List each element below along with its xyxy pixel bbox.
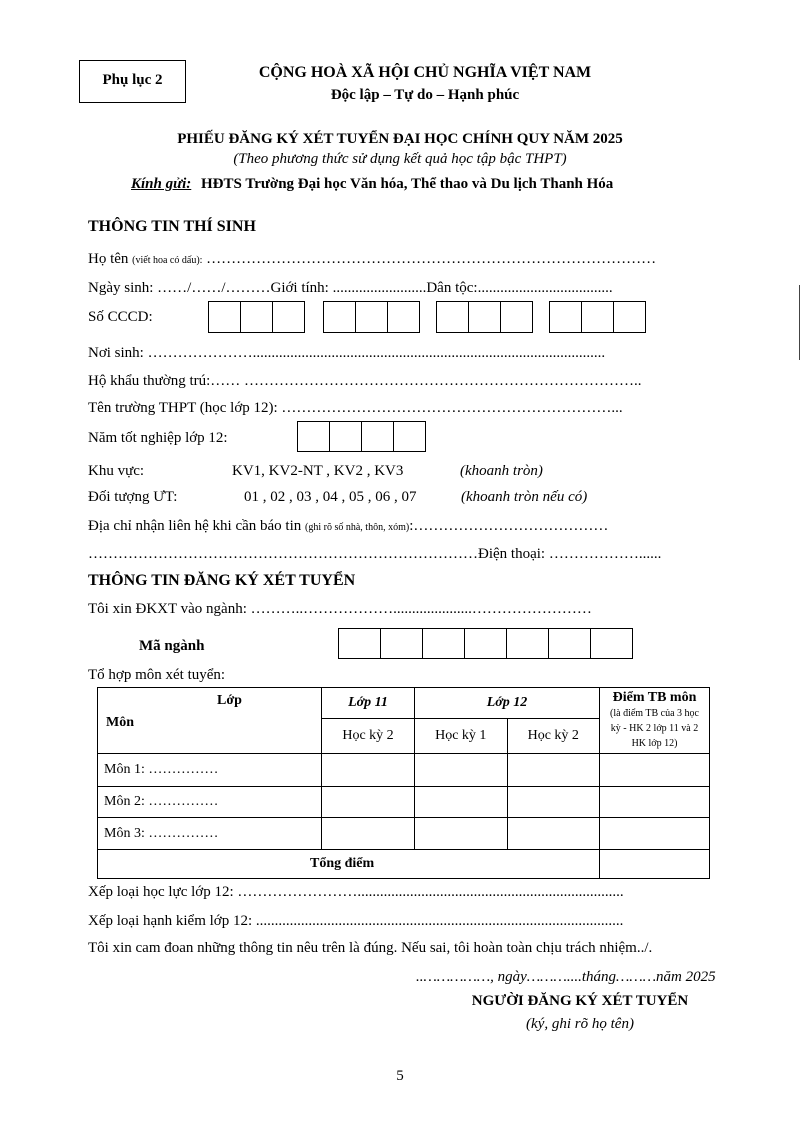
- priority-label: Đối tượng ƯT:: [88, 489, 178, 505]
- grad-year-label: Năm tốt nghiệp lớp 12:: [88, 430, 228, 446]
- table-row: [98, 818, 710, 850]
- recipient-name: HĐTS Trường Đại học Văn hóa, Thể thao và Du lịch Thanh Hóa: [201, 176, 614, 192]
- residence-field[interactable]: Hộ khẩu thường trú:…… ……………………………………………………………………..: [88, 373, 642, 389]
- year-digit-box[interactable]: [393, 421, 426, 452]
- avg-note: (là điểm TB của 3 học kỳ - HK 2 lớp 11 và 2 HK lớp 12): [610, 708, 699, 749]
- signer-title: NGƯỜI ĐĂNG KÝ XÉT TUYỂN: [471, 993, 689, 1009]
- score-cell[interactable]: [322, 754, 415, 787]
- table-row: [98, 754, 710, 787]
- name-dots: ………………………………………………………………………………: [206, 251, 657, 267]
- major-field[interactable]: Tôi xin ĐKXT vào ngành: ………..……………….....................……………………: [88, 601, 592, 617]
- score-cell[interactable]: [322, 787, 415, 818]
- avg-title: Điểm TB môn: [612, 690, 697, 705]
- id-digit-box[interactable]: [272, 301, 305, 333]
- grade12-sem2-header: Học kỳ 2: [507, 718, 600, 753]
- major-code-box[interactable]: [380, 628, 423, 659]
- id-digit-box[interactable]: [355, 301, 388, 333]
- name-hint: (viết hoa có dấu):: [132, 255, 203, 266]
- major-code-label: Mã ngành: [139, 638, 205, 654]
- grad-year-boxes[interactable]: [297, 421, 426, 452]
- recipient-label: Kính gửi:: [131, 176, 192, 192]
- score-cell[interactable]: [415, 818, 508, 850]
- region-note: (khoanh tròn): [460, 463, 543, 479]
- table-row: [98, 850, 710, 879]
- score-cell[interactable]: [415, 754, 508, 787]
- id-label: Số CCCD:: [88, 309, 153, 325]
- id-number-boxes[interactable]: [436, 301, 533, 333]
- total-cell: [98, 850, 600, 879]
- total-label: Tổng điểm: [310, 856, 375, 871]
- name-label: Họ tên: [88, 251, 129, 267]
- contact-address-field[interactable]: [88, 518, 608, 535]
- grade12-sem1-header: Học kỳ 1: [415, 718, 508, 753]
- country-name: CỘNG HOÀ XÃ HỘI CHỦ NGHĨA VIỆT NAM: [258, 64, 592, 81]
- id-digit-box[interactable]: [468, 301, 501, 333]
- subject-2-cell[interactable]: Môn 2: ……………: [98, 787, 322, 818]
- id-digit-box[interactable]: [387, 301, 420, 333]
- major-code-box[interactable]: [590, 628, 633, 659]
- id-number-boxes[interactable]: [549, 301, 646, 333]
- id-digit-box[interactable]: [613, 301, 646, 333]
- school-field[interactable]: Tên trường THPT (học lớp 12): …………………………………………………………...: [88, 400, 623, 416]
- avg-header: [600, 688, 710, 754]
- id-digit-box[interactable]: [549, 301, 582, 333]
- candidate-section-title: THÔNG TIN THÍ SINH: [88, 218, 256, 235]
- year-digit-box[interactable]: [361, 421, 394, 452]
- major-code-box[interactable]: [506, 628, 549, 659]
- signer-note: (ký, ghi rõ họ tên): [526, 1016, 634, 1032]
- id-digit-box[interactable]: [240, 301, 273, 333]
- national-motto: Độc lập – Tự do – Hạnh phúc: [330, 87, 520, 103]
- score-cell[interactable]: [322, 818, 415, 850]
- address-label: Địa chỉ nhận liên hệ khi cần báo tin: [88, 518, 302, 534]
- page-number: 5: [396, 1068, 404, 1084]
- address-hint: (ghi rõ số nhà, thôn, xóm): [305, 522, 410, 533]
- grade12-header: Lớp 12: [415, 688, 600, 719]
- form-title: PHIẾU ĐĂNG KÝ XÉT TUYỂN ĐẠI HỌC CHÍNH QUY NĂM 2025: [177, 131, 623, 147]
- grade11-header: Lớp 11: [322, 688, 415, 719]
- mon-header: Môn: [106, 715, 134, 730]
- address-phone-field[interactable]: ……………………………………………………………………Điện thoại: ………………......: [88, 546, 662, 562]
- year-digit-box[interactable]: [297, 421, 330, 452]
- lop-mon-header: [98, 688, 322, 754]
- id-digit-box[interactable]: [581, 301, 614, 333]
- table-row: [98, 787, 710, 818]
- id-digit-box[interactable]: [323, 301, 356, 333]
- score-cell[interactable]: [507, 754, 600, 787]
- registration-section-title: THÔNG TIN ĐĂNG KÝ XÉT TUYỂN: [88, 572, 356, 589]
- form-subtitle: (Theo phương thức sử dụng kết quả học tập bậc THPT): [233, 151, 567, 167]
- total-score-cell[interactable]: [600, 850, 710, 879]
- appendix-label: Phụ lục 2: [102, 72, 163, 88]
- id-number-boxes[interactable]: [323, 301, 420, 333]
- major-code-box[interactable]: [422, 628, 465, 659]
- score-cell[interactable]: [507, 818, 600, 850]
- subject-3-cell[interactable]: Môn 3: ……………: [98, 818, 322, 850]
- date-line[interactable]: ..……………, ngày………....tháng………năm 2025: [416, 969, 716, 985]
- lop-header: Lớp: [217, 693, 242, 708]
- address-dots: :…………………………………: [409, 518, 609, 534]
- score-cell[interactable]: [415, 787, 508, 818]
- conduct-rank-field[interactable]: Xếp loại hạnh kiểm lớp 12: ..................................................................................................: [88, 913, 624, 929]
- academic-rank-field[interactable]: Xếp loại học lực lớp 12: …………………….......................................................................: [88, 884, 624, 900]
- major-code-boxes[interactable]: [338, 628, 633, 659]
- priority-note: (khoanh tròn nếu có): [461, 489, 588, 505]
- dob-gender-ethnicity-field[interactable]: Ngày sinh: ……/……/………Giới tính: .........................Dân tộc:....................................: [88, 280, 613, 296]
- region-options[interactable]: KV1, KV2-NT , KV2 , KV3: [232, 463, 404, 479]
- score-cell[interactable]: [600, 818, 710, 850]
- birthplace-field[interactable]: Nơi sinh: …………………..............................................................................................: [88, 345, 606, 361]
- pledge-text: Tôi xin cam đoan những thông tin nêu trên là đúng. Nếu sai, tôi hoàn toàn chịu trách nhiệm../.: [88, 940, 653, 956]
- grades-table: [97, 687, 710, 879]
- year-digit-box[interactable]: [329, 421, 362, 452]
- subject-combo-label: Tổ hợp môn xét tuyển:: [88, 667, 226, 683]
- grade11-sem2-header: Học kỳ 2: [322, 718, 415, 753]
- major-code-box[interactable]: [548, 628, 591, 659]
- id-digit-box[interactable]: [208, 301, 241, 333]
- major-code-box[interactable]: [464, 628, 507, 659]
- score-cell[interactable]: [600, 787, 710, 818]
- score-cell[interactable]: [507, 787, 600, 818]
- priority-options[interactable]: 01 , 02 , 03 , 04 , 05 , 06 , 07: [244, 489, 417, 505]
- id-number-boxes[interactable]: [208, 301, 305, 333]
- recipient-line: [131, 176, 613, 193]
- major-code-box[interactable]: [338, 628, 381, 659]
- id-digit-box[interactable]: [500, 301, 533, 333]
- score-cell[interactable]: [600, 754, 710, 787]
- full-name-field[interactable]: [88, 251, 656, 268]
- region-label: Khu vực:: [88, 463, 145, 479]
- id-digit-box[interactable]: [436, 301, 469, 333]
- subject-1-cell[interactable]: Môn 1: ……………: [98, 754, 322, 787]
